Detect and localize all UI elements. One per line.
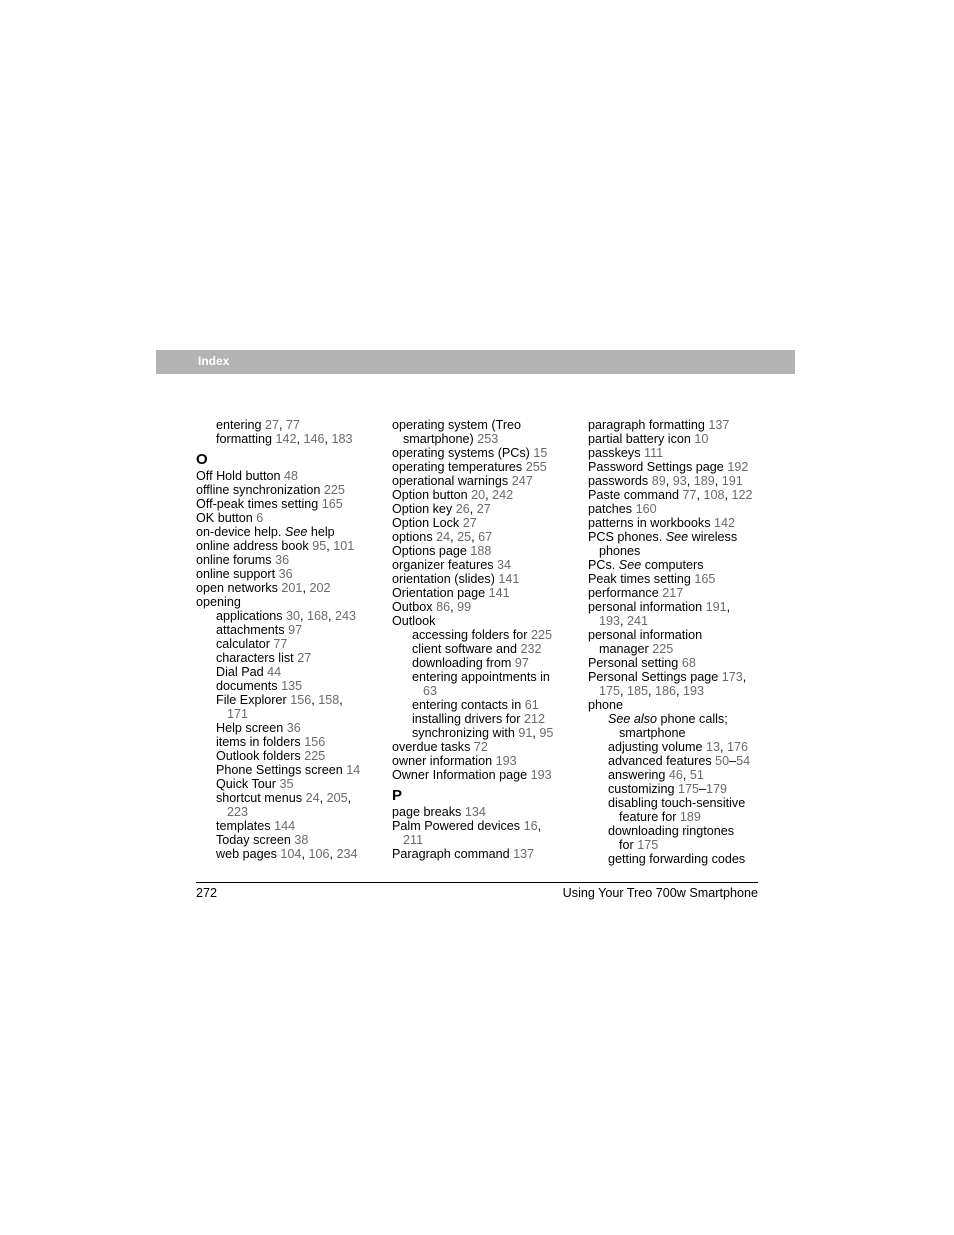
entry-line: paragraph formatting 137 (588, 418, 730, 432)
index-entry (588, 516, 763, 530)
page-reference[interactable]: 27 (462, 516, 477, 530)
entry-line: Paragraph command 137 (392, 847, 535, 861)
index-entry (392, 614, 577, 628)
entry-continuation-line: 175, 185, 186, 193 (599, 684, 705, 698)
index-subentry (196, 637, 381, 651)
index-entry (588, 418, 763, 432)
entry-continuation-line: feature for 189 (619, 810, 701, 824)
page-reference[interactable]: 14 (346, 763, 361, 777)
index-entry (588, 432, 763, 446)
page-reference[interactable]: 106 (308, 847, 330, 861)
entry-line: page breaks 134 (392, 805, 486, 819)
index-entry (392, 446, 577, 460)
entry-line: Help screen 36 (216, 721, 301, 735)
entry-continuation-line: 193, 241 (599, 614, 649, 628)
index-entry (392, 502, 577, 516)
index-subentry (196, 847, 381, 861)
index-subentry (392, 698, 577, 712)
index-subentry (588, 824, 763, 852)
page-reference[interactable]: 186 (655, 684, 677, 698)
page-reference[interactable]: 192 (727, 460, 749, 474)
entry-line: operating system (Treo (392, 418, 522, 432)
page-reference[interactable]: 13 (706, 740, 721, 754)
entry-line: formatting 142, 146, 183 (216, 432, 353, 446)
entry-line: phone (588, 698, 624, 712)
page-reference[interactable]: 160 (635, 502, 657, 516)
entry-continuation-line (412, 684, 577, 698)
entry-line: Peak times setting 165 (588, 572, 716, 586)
page-reference[interactable]: 189 (679, 810, 701, 824)
page-reference[interactable]: 10 (694, 432, 709, 446)
index-subentry (588, 796, 763, 824)
page-reference[interactable]: 141 (498, 572, 520, 586)
index-subentry (196, 763, 381, 777)
entry-line: Off-peak times setting 165 (196, 497, 343, 511)
page-reference[interactable]: 95 (312, 539, 327, 553)
page-reference[interactable]: 30 (286, 609, 301, 623)
entry-line: Outlook folders 225 (216, 749, 326, 763)
index-entry (392, 819, 577, 847)
index-subentry (588, 712, 763, 740)
page-reference[interactable]: 168 (307, 609, 329, 623)
index-subentry (196, 679, 381, 693)
index-entry (196, 511, 381, 525)
page-reference[interactable]: 146 (303, 432, 325, 446)
entry-line: getting forwarding codes (608, 852, 746, 866)
entry-line: open networks 201, 202 (196, 581, 331, 595)
entry-line: Personal setting 68 (588, 656, 696, 670)
entry-line: attachments 97 (216, 623, 303, 637)
page-reference[interactable]: 179 (706, 782, 728, 796)
page-reference[interactable]: 35 (279, 777, 294, 791)
entry-continuation-line: smartphone) 253 (403, 432, 499, 446)
page-reference[interactable]: 36 (278, 567, 293, 581)
entry-line: See also phone calls; (608, 712, 728, 726)
entry-line: disabling touch-sensitive (608, 796, 746, 810)
page-reference[interactable]: 223 (227, 805, 249, 819)
index-entry (196, 595, 381, 609)
index-entry (392, 418, 577, 446)
page-reference[interactable]: 225 (531, 628, 553, 642)
index-entry (588, 698, 763, 712)
entry-line: items in folders 156 (216, 735, 326, 749)
entry-line: Outlook (392, 614, 436, 628)
index-entry (392, 558, 577, 572)
entry-line: Option button 20, 242 (392, 488, 514, 502)
index-entry (392, 768, 577, 782)
entry-line: Off Hold button 48 (196, 469, 298, 483)
page-reference[interactable]: 158 (318, 693, 340, 707)
index-subentry (392, 726, 577, 740)
entry-line: performance 217 (588, 586, 684, 600)
index-entry (588, 474, 763, 488)
entry-line: online forums 36 (196, 553, 290, 567)
page-reference[interactable]: 54 (736, 754, 751, 768)
page-reference[interactable]: 36 (286, 721, 301, 735)
entry-line: Paste command 77, 108, 122 (588, 488, 753, 502)
index-subentry (196, 623, 381, 637)
entry-line: accessing folders for 225 (412, 628, 553, 642)
index-subentry (196, 609, 381, 623)
page-reference[interactable]: 247 (511, 474, 533, 488)
entry-line: owner information 193 (392, 754, 517, 768)
index-entry (588, 600, 763, 628)
page-reference[interactable]: 175 (637, 838, 659, 852)
entry-line: Dial Pad 44 (216, 665, 282, 679)
index-entry (588, 558, 763, 572)
page-reference[interactable]: 34 (497, 558, 512, 572)
entry-line: shortcut menus 24, 205, (216, 791, 352, 805)
index-entry (588, 460, 763, 474)
page-reference[interactable]: 212 (524, 712, 546, 726)
index-entry (588, 446, 763, 460)
index-entry (392, 754, 577, 768)
index-subentry (196, 749, 381, 763)
page-reference[interactable]: 27 (265, 418, 280, 432)
index-entry (588, 628, 763, 656)
page-reference[interactable]: 91 (518, 726, 533, 740)
index-subentry (196, 693, 381, 721)
page-reference[interactable]: 51 (689, 768, 704, 782)
index-subentry (392, 656, 577, 670)
index-subentry (392, 712, 577, 726)
entry-line: online address book 95, 101 (196, 539, 355, 553)
entry-line: personal information 191, (588, 600, 731, 614)
index-subentry (588, 740, 763, 754)
page-reference[interactable]: 175 (599, 684, 621, 698)
index-entry (196, 581, 381, 595)
page-reference[interactable]: 26 (455, 502, 470, 516)
entry-line: Owner Information page 193 (392, 768, 552, 782)
index-entry (392, 474, 577, 488)
page-reference[interactable]: 173 (721, 670, 743, 684)
entry-line: client software and 232 (412, 642, 542, 656)
index-entry (392, 572, 577, 586)
page-reference[interactable]: 101 (333, 539, 355, 553)
page-reference[interactable]: 202 (309, 581, 331, 595)
entry-line: patterns in workbooks 142 (588, 516, 736, 530)
entry-line: web pages 104, 106, 234 (216, 847, 358, 861)
page-reference[interactable]: 97 (514, 656, 529, 670)
page-reference[interactable]: 193 (495, 754, 517, 768)
page-reference[interactable]: 255 (525, 460, 547, 474)
page-reference[interactable]: 108 (703, 488, 725, 502)
index-entry (392, 488, 577, 502)
page-reference[interactable]: 225 (304, 749, 326, 763)
page-reference[interactable]: 243 (335, 609, 357, 623)
entry-line: Options page 188 (392, 544, 492, 558)
entry-line: operating systems (PCs) 15 (392, 446, 548, 460)
entry-line: entering contacts in 61 (412, 698, 539, 712)
page-reference[interactable]: 97 (288, 623, 303, 637)
index-subentry (588, 852, 763, 866)
page-reference[interactable]: 191 (721, 474, 743, 488)
index-subentry (196, 651, 381, 665)
header-bar (156, 350, 795, 374)
page-reference[interactable]: 67 (478, 530, 493, 544)
entry-line: OK button 6 (196, 511, 264, 525)
index-entry (588, 530, 763, 558)
page-reference[interactable]: 135 (281, 679, 303, 693)
entry-line: offline synchronization 225 (196, 483, 345, 497)
entry-line: File Explorer 156, 158, (216, 693, 343, 707)
entry-line: templates 144 (216, 819, 296, 833)
page-reference[interactable]: 205 (326, 791, 348, 805)
index-letter-heading: P (392, 787, 403, 804)
index-entry (588, 488, 763, 502)
index-entry (588, 572, 763, 586)
entry-line: Today screen 38 (216, 833, 309, 847)
index-entry (392, 847, 577, 861)
page-reference[interactable]: 232 (520, 642, 542, 656)
page-reference[interactable]: 241 (627, 614, 649, 628)
entry-line: operational warnings 247 (392, 474, 533, 488)
index-entry (392, 544, 577, 558)
index-subentry (392, 642, 577, 656)
page-reference[interactable]: 137 (513, 847, 535, 861)
page-reference[interactable]: 27 (476, 502, 491, 516)
page-reference[interactable]: 77 (286, 418, 301, 432)
page-reference[interactable]: 27 (297, 651, 312, 665)
index-subentry (196, 665, 381, 679)
page-reference[interactable]: 225 (652, 642, 674, 656)
page-reference[interactable]: 111 (644, 446, 664, 460)
entry-line: passkeys 111 (588, 446, 664, 460)
page-reference[interactable]: 171 (227, 707, 249, 721)
entry-line: Option key 26, 27 (392, 502, 491, 516)
page-reference[interactable]: 193 (683, 684, 705, 698)
index-entry (588, 586, 763, 600)
page-reference[interactable]: 25 (457, 530, 472, 544)
page-reference[interactable]: 144 (274, 819, 296, 833)
index-entry (392, 600, 577, 614)
entry-line: personal information (588, 628, 703, 642)
page-reference[interactable]: 77 (273, 637, 288, 651)
index-subentry (392, 670, 577, 698)
page-reference[interactable]: 134 (464, 805, 486, 819)
index-subentry (196, 819, 381, 833)
page-reference[interactable]: 93 (672, 474, 687, 488)
running-header-title: Index (198, 354, 230, 368)
index-entry (392, 805, 577, 819)
page-reference[interactable]: 77 (682, 488, 697, 502)
index-entry (196, 567, 381, 581)
index-entry (588, 670, 763, 698)
entry-line: answering 46, 51 (608, 768, 704, 782)
page-reference[interactable]: 175 (678, 782, 700, 796)
entry-line: installing drivers for 212 (412, 712, 546, 726)
entry-continuation-line: smartphone (619, 726, 686, 740)
page-reference[interactable]: 242 (492, 488, 514, 502)
book-title: Using Your Treo 700w Smartphone (562, 886, 758, 900)
entry-line: downloading from 97 (412, 656, 529, 670)
page-reference[interactable]: 86 (436, 600, 451, 614)
entry-line: opening (196, 595, 241, 609)
index-column-2 (392, 418, 577, 861)
entry-line: Orientation page 141 (392, 586, 510, 600)
entry-line: calculator 77 (216, 637, 288, 651)
index-entry (196, 553, 381, 567)
page-reference[interactable]: 99 (457, 600, 472, 614)
entry-continuation-line: manager 225 (599, 642, 674, 656)
index-subentry (392, 628, 577, 642)
entry-continuation-line: for 175 (619, 838, 659, 852)
page-reference[interactable]: 156 (290, 693, 312, 707)
page-reference[interactable]: 50 (715, 754, 730, 768)
page-reference[interactable]: 141 (488, 586, 510, 600)
index-subentry (196, 833, 381, 847)
page-reference[interactable]: 188 (470, 544, 492, 558)
entry-line: operating temperatures 255 (392, 460, 547, 474)
index-entry (588, 656, 763, 670)
index-entry (196, 539, 381, 553)
page-reference[interactable]: 20 (471, 488, 486, 502)
entry-line: online support 36 (196, 567, 293, 581)
page-reference[interactable]: 15 (533, 446, 548, 460)
entry-line: patches 160 (588, 502, 657, 516)
page-reference[interactable]: 104 (280, 847, 302, 861)
page-reference[interactable]: 89 (651, 474, 666, 488)
index-subentry (196, 791, 381, 819)
index-subentry (196, 721, 381, 735)
index-subentry (588, 782, 763, 796)
page-number: 272 (196, 886, 218, 900)
entry-line: advanced features 50–54 (608, 754, 751, 768)
entry-line: synchronizing with 91, 95 (412, 726, 554, 740)
index-column-3 (588, 418, 763, 866)
page-reference[interactable]: 36 (275, 553, 290, 567)
index-letter-heading: O (196, 451, 208, 468)
entry-line: customizing 175–179 (608, 782, 728, 796)
index-entry (196, 469, 381, 483)
page-reference[interactable]: 24 (436, 530, 451, 544)
entry-line: overdue tasks 72 (392, 740, 488, 754)
entry-line: Option Lock 27 (392, 516, 477, 530)
page-reference[interactable]: 48 (283, 469, 298, 483)
entry-line: characters list 27 (216, 651, 312, 665)
entry-line: entering 27, 77 (216, 418, 301, 432)
entry-continuation-line (216, 707, 381, 721)
index-entry (392, 530, 577, 544)
page-reference[interactable]: 193 (530, 768, 552, 782)
entry-line: organizer features 34 (392, 558, 512, 572)
page-reference[interactable]: 24 (305, 791, 320, 805)
page-reference[interactable]: 225 (323, 483, 345, 497)
entry-line: passwords 89, 93, 189, 191 (588, 474, 743, 488)
index-entry (392, 460, 577, 474)
entry-line: Quick Tour 35 (216, 777, 294, 791)
entry-line: downloading ringtones (608, 824, 735, 838)
page-reference[interactable]: 191 (705, 600, 727, 614)
entry-line: Phone Settings screen 14 (216, 763, 361, 777)
page-reference[interactable]: 16 (523, 819, 538, 833)
entry-line: Outbox 86, 99 (392, 600, 472, 614)
page-reference[interactable]: 189 (693, 474, 715, 488)
page-reference[interactable]: 193 (599, 614, 621, 628)
entry-line: partial battery icon 10 (588, 432, 709, 446)
page-reference[interactable]: 165 (321, 497, 343, 511)
page-reference[interactable]: 46 (668, 768, 683, 782)
index-subentry (196, 418, 381, 432)
page-reference[interactable]: 211 (403, 833, 424, 847)
index-entry (392, 516, 577, 530)
index-entry (392, 586, 577, 600)
index-subentry (196, 432, 381, 446)
entry-continuation-line (216, 805, 381, 819)
page-reference[interactable]: 137 (708, 418, 730, 432)
index-column-1 (196, 418, 381, 861)
page-reference[interactable]: 72 (473, 740, 488, 754)
entry-line: Personal Settings page 173, (588, 670, 747, 684)
page-reference[interactable]: 183 (331, 432, 353, 446)
entry-line: entering appointments in (412, 670, 550, 684)
page-reference[interactable]: 234 (336, 847, 358, 861)
page-reference[interactable]: 44 (267, 665, 282, 679)
entry-line: PCs. See computers (588, 558, 704, 572)
entry-continuation-line (392, 833, 577, 847)
page-reference[interactable]: 156 (304, 735, 326, 749)
entry-line: adjusting volume 13, 176 (608, 740, 749, 754)
entry-continuation-line: phones (599, 544, 641, 558)
entry-line: options 24, 25, 67 (392, 530, 493, 544)
entry-line: PCS phones. See wireless (588, 530, 738, 544)
index-entry (196, 497, 381, 511)
page-reference[interactable]: 68 (681, 656, 696, 670)
index-entry (196, 483, 381, 497)
page-reference[interactable]: 63 (423, 684, 438, 698)
entry-line: orientation (slides) 141 (392, 572, 520, 586)
page-reference[interactable]: 201 (281, 581, 303, 595)
page-reference[interactable]: 122 (731, 488, 753, 502)
page-reference[interactable]: 142 (275, 432, 297, 446)
entry-line: documents 135 (216, 679, 303, 693)
entry-line: on-device help. See help (196, 525, 335, 539)
entry-line: Palm Powered devices 16, (392, 819, 542, 833)
page-reference[interactable]: 185 (627, 684, 649, 698)
index-entry (196, 525, 381, 539)
footer-rule (196, 882, 758, 883)
page-reference[interactable]: 61 (524, 698, 539, 712)
index-subentry (196, 735, 381, 749)
entry-line: Password Settings page 192 (588, 460, 749, 474)
page-reference[interactable]: 38 (294, 833, 309, 847)
index-subentry (588, 768, 763, 782)
page-reference[interactable]: 253 (477, 432, 499, 446)
page-reference[interactable]: 95 (539, 726, 554, 740)
entry-line: applications 30, 168, 243 (216, 609, 357, 623)
page-reference[interactable]: 217 (662, 586, 684, 600)
page-reference[interactable]: 165 (694, 572, 716, 586)
page-reference[interactable]: 6 (256, 511, 264, 525)
page-reference[interactable]: 142 (714, 516, 736, 530)
index-entry (392, 740, 577, 754)
index-subentry (588, 754, 763, 768)
index-subentry (196, 777, 381, 791)
page-reference[interactable]: 176 (727, 740, 749, 754)
index-entry (588, 502, 763, 516)
